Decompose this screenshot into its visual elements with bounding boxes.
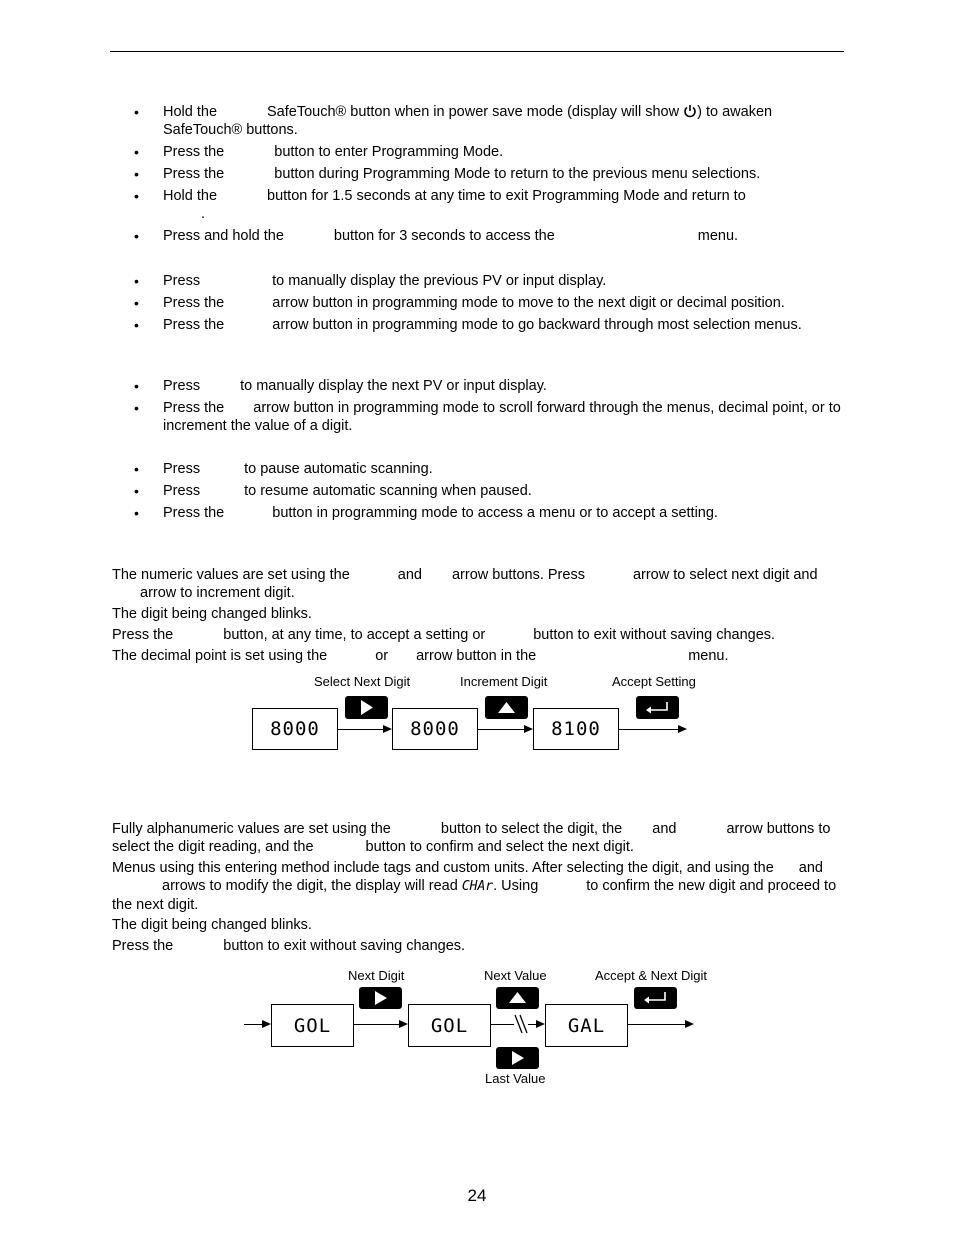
right-arrow-key (496, 1047, 539, 1069)
numeric-paragraph-4: The decimal point is set using the or arrow button in the menu. (112, 648, 729, 664)
arrow-head (678, 725, 687, 733)
list-item: • Press to pause automatic scanning. (0, 460, 843, 478)
list-item: • Press to manually display the previous PV or input display. (0, 272, 843, 290)
arrow-line (338, 729, 384, 730)
diagram-label: Next Digit (348, 968, 405, 983)
up-arrow-key (485, 696, 528, 719)
enter-icon (636, 696, 679, 719)
arrow-line (354, 1024, 400, 1025)
numeric-paragraph-1: The numeric values are set using the and arrow buttons. Press arrow to select next digit andarrow to increment digit. (112, 567, 818, 601)
right-arrow-icon (345, 696, 388, 719)
enter-key (634, 987, 677, 1009)
page-number: 24 (467, 1186, 487, 1205)
bullet-list-buttons (0, 103, 843, 249)
list-item: • Press to manually display the next PV or input display. (0, 377, 843, 395)
diagram-label: Select Next Digit (314, 674, 411, 689)
list-item: • Hold the button for 1.5 seconds at any time to exit Programming Mode and return to . (0, 187, 843, 223)
right-arrow-icon (359, 987, 402, 1009)
arrow-head (383, 725, 392, 733)
enter-icon (634, 987, 677, 1009)
display-box: GAL (545, 1004, 628, 1047)
break-mark-icon (510, 1013, 532, 1035)
alpha-paragraph-1: Fully alphanumeric values are set using the button to select the digit, the and arrow buttons to select the digit reading, and the button to confirm and select the next digit. (112, 821, 831, 855)
arrow-head (536, 1020, 545, 1028)
diagram-label: Increment Digit (460, 674, 548, 689)
list-item: • Press the arrow button in programming mode to scroll forward through the menus, decimal point, or to increment the value of a digit. (0, 399, 843, 435)
arrow-head (262, 1020, 271, 1028)
arrow-head (685, 1020, 694, 1028)
list-item: • Press the arrow button in programming mode to go backward through most selection menus. (0, 316, 843, 334)
bullet-list-enter (0, 460, 843, 526)
alpha-paragraph-2: Menus using this entering method include tags and custom units. After selecting the digit, and using the andarrows to modify the digit, the display will read CHAr. Using to confirm the new digit and proceed to the next digit. (112, 860, 837, 913)
list-item: • Press the button in programming mode to access a menu or to accept a setting. (0, 504, 843, 522)
up-arrow-key (496, 987, 539, 1009)
right-arrow-key (345, 696, 388, 719)
arrow-line (619, 729, 679, 730)
arrow-head (524, 725, 533, 733)
display-box: GOL (408, 1004, 491, 1047)
diagram-label: Last Value (485, 1071, 546, 1086)
list-item: • Press the button to enter Programming Mode. (0, 143, 843, 161)
bullet-list-left-arrow (0, 272, 843, 338)
arrow-head (399, 1020, 408, 1028)
power-icon (683, 104, 697, 118)
diagram-label: Accept & Next Digit (595, 968, 707, 983)
up-arrow-icon (485, 696, 528, 719)
alpha-paragraph-4: Press the button to exit without saving changes. (112, 938, 466, 954)
numeric-paragraph-3: Press the button, at any time, to accept a setting or button to exit without saving changes. (112, 627, 776, 643)
list-item: • Press and hold the button for 3 seconds to access the menu. (0, 227, 843, 245)
right-arrow-key (359, 987, 402, 1009)
diagram-label: Next Value (484, 968, 547, 983)
bullet-list-up-arrow (0, 377, 843, 439)
display-box: 8000 (252, 708, 338, 750)
alpha-paragraph-3: The digit being changed blinks. (112, 917, 312, 933)
numeric-paragraph-2: The digit being changed blinks. (112, 606, 312, 622)
list-item: • Hold the SafeTouch® button when in power save mode (display will show ) to awaken SafeTouch® buttons. (0, 103, 843, 139)
arrow-line (244, 1024, 263, 1025)
arrow-line (628, 1024, 686, 1025)
right-arrow-icon (496, 1047, 539, 1069)
display-box: GOL (271, 1004, 354, 1047)
display-box: 8000 (392, 708, 478, 750)
list-item: • Press the button during Programming Mode to return to the previous menu selections. (0, 165, 843, 183)
diagram-label: Accept Setting (612, 674, 696, 689)
header-rule (110, 51, 844, 52)
list-item: • Press the arrow button in programming mode to move to the next digit or decimal position. (0, 294, 843, 312)
list-item: • Press to resume automatic scanning when paused. (0, 482, 843, 500)
enter-key (636, 696, 679, 719)
up-arrow-icon (496, 987, 539, 1009)
display-box: 8100 (533, 708, 619, 750)
arrow-line (478, 729, 525, 730)
